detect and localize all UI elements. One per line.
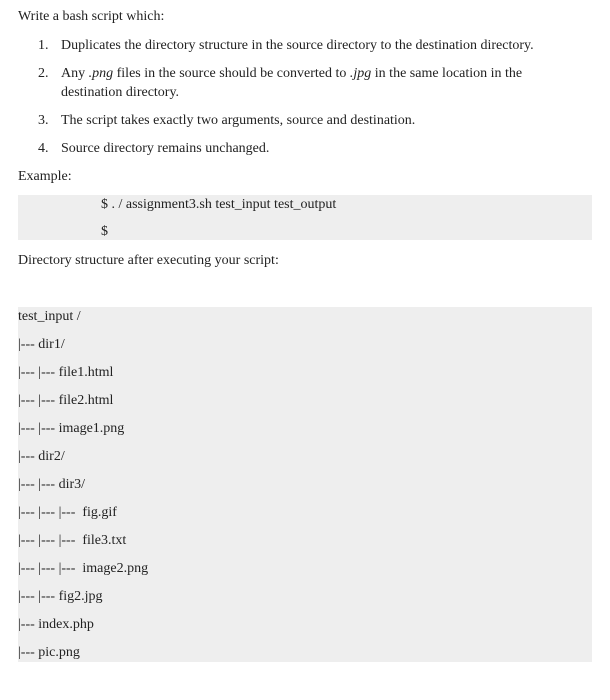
tree-line: test_input / <box>18 309 81 324</box>
task-item-1 <box>0 36 560 55</box>
tree-line: |--- dir2/ <box>18 449 65 464</box>
tree-line: |--- |--- image1.png <box>18 421 125 436</box>
task-item-3 <box>0 111 560 130</box>
code-line: $ <box>101 224 108 239</box>
code-block <box>18 195 592 240</box>
task-text: The script takes exactly two arguments, source and destination. <box>61 113 416 128</box>
task-text: files in the source should be converted to <box>113 66 350 81</box>
directory-tree <box>18 307 592 662</box>
tree-line: |--- |--- |--- image2.png <box>18 561 149 576</box>
task-text: Any <box>61 66 89 81</box>
task-number: 2. <box>38 66 49 81</box>
tree-line: |--- index.php <box>18 617 94 632</box>
tree-line: |--- |--- fig2.jpg <box>18 589 103 604</box>
task-number: 4. <box>38 141 49 156</box>
example-label: Example: <box>18 169 72 184</box>
tree-line: |--- |--- dir3/ <box>18 477 86 492</box>
task-text: in the same location in the destination directory. <box>61 66 523 100</box>
task-text: Duplicates the directory structure in the source directory to the destination directory. <box>61 38 534 53</box>
task-item-2 <box>0 64 560 102</box>
task-list <box>0 36 560 167</box>
tree-line: |--- |--- |--- fig.gif <box>18 505 117 520</box>
code-line: $ . / assignment3.sh test_input test_output <box>101 197 337 212</box>
intro-text: Write a bash script which: <box>18 9 165 24</box>
tree-line: |--- |--- |--- file3.txt <box>18 533 127 548</box>
directory-structure-label: Directory structure after executing your script: <box>18 253 279 268</box>
tree-line: |--- |--- file2.html <box>18 393 114 408</box>
tree-line: |--- pic.png <box>18 645 80 660</box>
task-text: Source directory remains unchanged. <box>61 141 270 156</box>
tree-line: |--- dir1/ <box>18 337 65 352</box>
task-number: 3. <box>38 113 49 128</box>
jpg-extension: .jpg <box>349 66 372 81</box>
tree-line: |--- |--- file1.html <box>18 365 114 380</box>
png-extension: .png <box>88 66 114 81</box>
task-number: 1. <box>38 38 49 53</box>
task-item-4 <box>0 139 560 158</box>
